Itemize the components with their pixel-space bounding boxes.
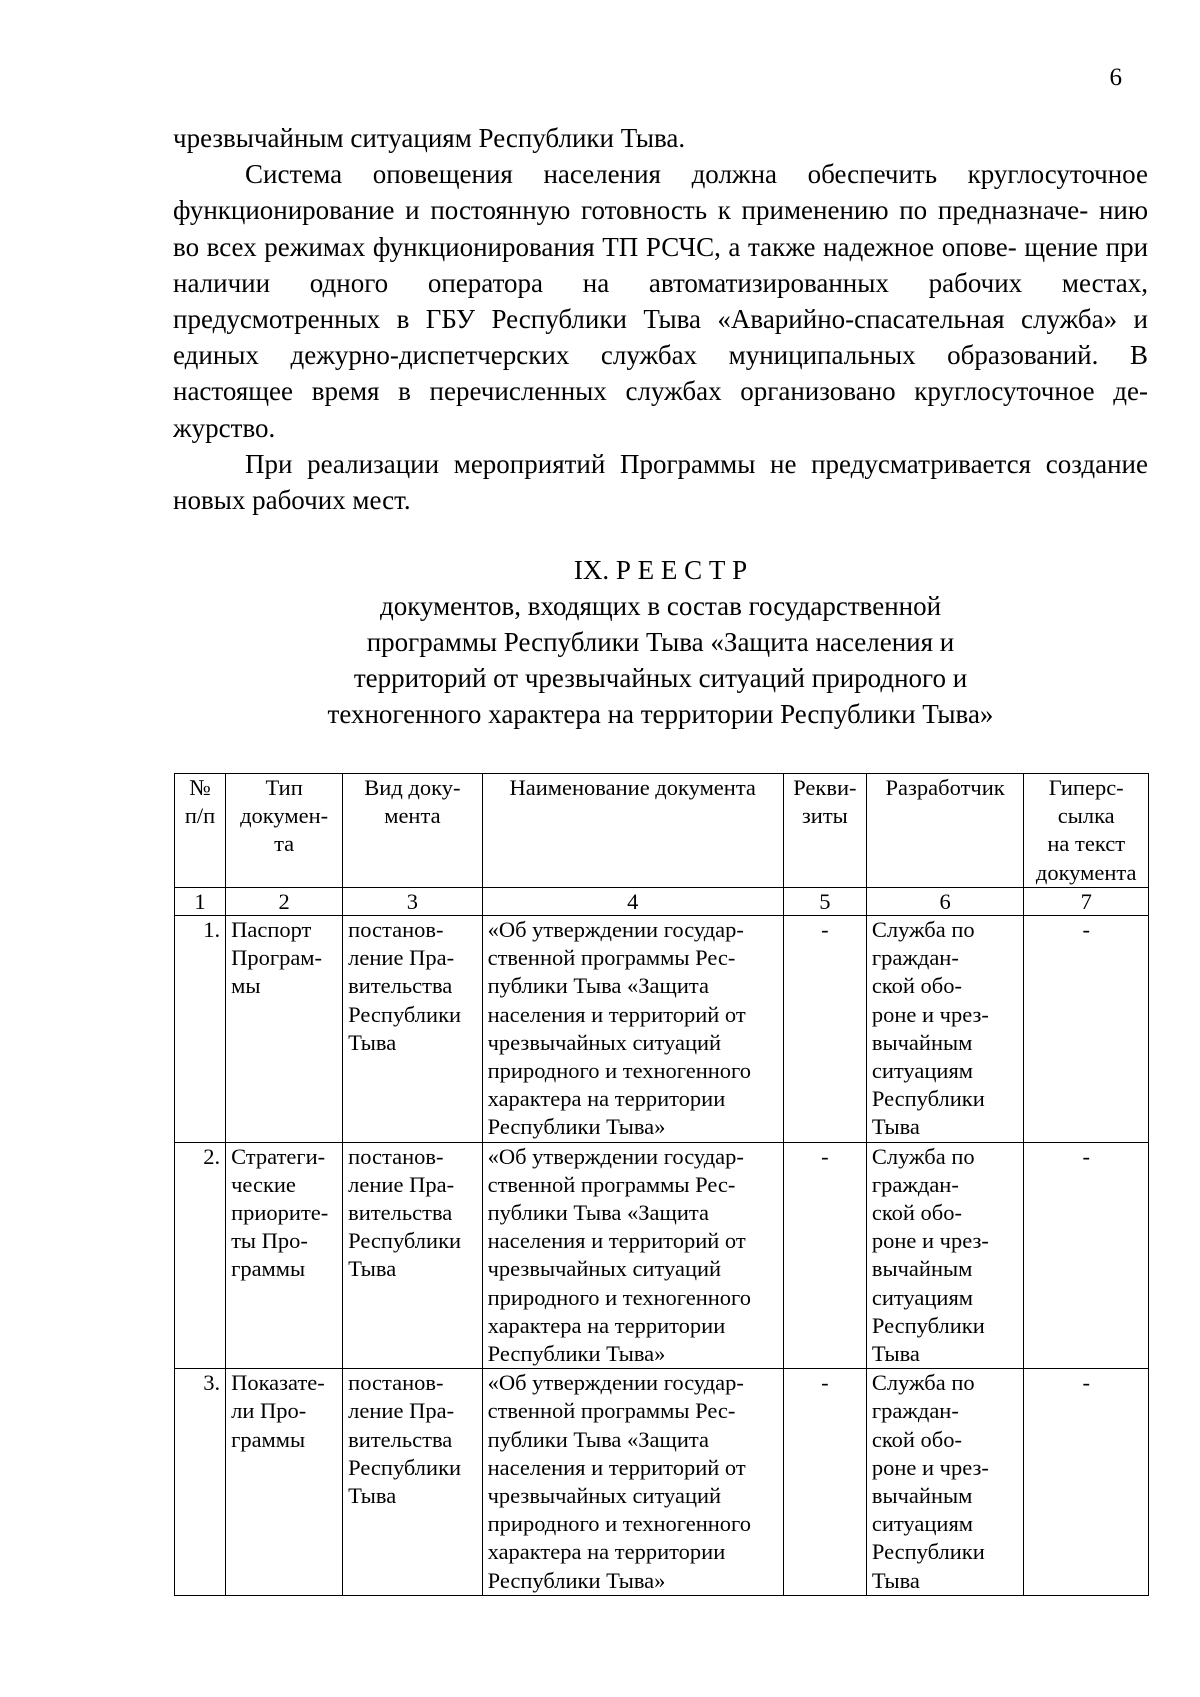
cell-line: природного и техногенного bbox=[487, 1284, 751, 1310]
cell-line: ситуациям bbox=[871, 1284, 974, 1310]
cell-line: Вид доку- bbox=[364, 775, 461, 800]
cell-line: граждан- bbox=[871, 1171, 959, 1197]
cell-line: характера на территории bbox=[487, 1086, 726, 1112]
cell-line: Тыва bbox=[871, 1567, 920, 1593]
documents-registry-table bbox=[174, 773, 1149, 1596]
paragraph-line: единых дежурно-диспетчерских службах муниципальных образований. В bbox=[173, 340, 1148, 371]
table-row bbox=[175, 916, 1149, 1143]
table-row bbox=[175, 1142, 1149, 1369]
cell-line: Республики Тыва» bbox=[487, 1341, 666, 1367]
cell-line: публики Тыва «Защита bbox=[487, 973, 710, 999]
column-number-cell: 4 bbox=[482, 888, 783, 916]
paragraph-line: предусмотренных в ГБУ Республики Тыва «Аварийно-спасательная служба» и bbox=[173, 304, 1148, 335]
cell-line: публики Тыва «Защита bbox=[487, 1426, 710, 1452]
column-number-row bbox=[175, 888, 1149, 916]
cell-line: характера на территории bbox=[487, 1312, 726, 1338]
cell-line: «Об утверждении государ- bbox=[487, 1143, 744, 1169]
developer-cell bbox=[866, 916, 1024, 1143]
header-cell bbox=[1024, 774, 1149, 888]
cell-line: чрезвычайных ситуаций bbox=[487, 1483, 722, 1509]
cell-line: Тыва bbox=[348, 1029, 397, 1055]
cell-line: ление Пра- bbox=[348, 1171, 455, 1197]
cell-line: Служба по bbox=[871, 1143, 975, 1169]
hyperlink-cell: - bbox=[1024, 1369, 1149, 1596]
developer-cell bbox=[866, 1369, 1024, 1596]
cell-line: ли Про- bbox=[231, 1398, 307, 1424]
paragraph-line: При реализации мероприятий Программы не предусматривается создание bbox=[245, 448, 1148, 479]
doc-name-cell bbox=[482, 1369, 783, 1596]
column-number-cell: 3 bbox=[343, 888, 482, 916]
cell-line: вительства bbox=[348, 973, 453, 999]
table-row bbox=[175, 1369, 1149, 1596]
cell-line: Паспорт bbox=[231, 917, 312, 942]
registry-title: IX. Р Е Е С Т Р bbox=[573, 555, 748, 585]
column-number-cell: 6 bbox=[866, 888, 1024, 916]
row-number-cell: 1. bbox=[175, 916, 226, 1143]
cell-line: Республики bbox=[871, 1539, 985, 1565]
cell-line: Республики bbox=[871, 1312, 985, 1338]
cell-line: на текст bbox=[1047, 831, 1126, 857]
cell-line: вычайным bbox=[871, 1483, 973, 1509]
cell-line: ческие bbox=[231, 1171, 296, 1197]
cell-line: ты Про- bbox=[231, 1228, 308, 1254]
cell-line: населения и территорий от bbox=[487, 1228, 746, 1254]
paragraph-line: журство. bbox=[173, 412, 276, 443]
column-number-cell: 2 bbox=[226, 888, 343, 916]
doc-kind-cell bbox=[343, 1369, 482, 1596]
cell-line: сылка bbox=[1057, 803, 1115, 829]
cell-line: Рекви- bbox=[793, 775, 857, 800]
cell-line: Служба по bbox=[871, 1370, 975, 1396]
doc-name-cell bbox=[482, 916, 783, 1143]
cell-line: ственной программы Рес- bbox=[487, 1171, 736, 1197]
paragraph bbox=[173, 446, 1148, 518]
doc-name-cell bbox=[482, 1142, 783, 1369]
cell-line: п/п bbox=[184, 803, 216, 829]
requisites-cell: - bbox=[783, 1142, 866, 1369]
cell-line: ситуациям bbox=[871, 1058, 974, 1084]
header-cell bbox=[866, 774, 1024, 888]
cell-line: Тыва bbox=[871, 1341, 920, 1367]
cell-line: ской обо- bbox=[871, 1200, 962, 1226]
cell-line: зиты bbox=[801, 803, 848, 829]
paragraph bbox=[173, 156, 1148, 446]
cell-line: граждан- bbox=[871, 1398, 959, 1424]
cell-line: ственной программы Рес- bbox=[487, 945, 736, 971]
doc-type-cell bbox=[226, 916, 343, 1143]
cell-line: ление Пра- bbox=[348, 945, 455, 971]
cell-line: роне и чрез- bbox=[871, 1454, 989, 1480]
paragraph bbox=[173, 120, 1148, 156]
cell-line: Тип bbox=[265, 775, 303, 800]
doc-kind-cell bbox=[343, 1142, 482, 1369]
registry-subtitle bbox=[173, 588, 1148, 732]
cell-line: Тыва bbox=[348, 1483, 397, 1509]
header-cell bbox=[783, 774, 866, 888]
cell-line: ситуациям bbox=[871, 1511, 974, 1537]
cell-line: Наименование документа bbox=[509, 775, 756, 800]
cell-line: роне и чрез- bbox=[871, 1228, 989, 1254]
cell-line: населения и территорий от bbox=[487, 1001, 746, 1027]
subtitle-line: территорий от чрезвычайных ситуаций природного и bbox=[353, 663, 968, 693]
table-header-row bbox=[175, 774, 1149, 888]
cell-line: постанов- bbox=[348, 917, 444, 942]
cell-line: ление Пра- bbox=[348, 1398, 455, 1424]
cell-line: Показате- bbox=[231, 1370, 325, 1396]
cell-line: Разработчик bbox=[885, 775, 1005, 800]
cell-line: граждан- bbox=[871, 945, 959, 971]
cell-line: вычайным bbox=[871, 1029, 973, 1055]
cell-line: Програм- bbox=[231, 945, 323, 971]
cell-line: Республики bbox=[348, 1228, 462, 1254]
cell-line: вительства bbox=[348, 1200, 453, 1226]
cell-line: ской обо- bbox=[871, 1426, 962, 1452]
cell-line: мы bbox=[231, 973, 261, 999]
column-number-cell: 1 bbox=[175, 888, 226, 916]
subtitle-line: программы Республики Тыва «Защита населения и bbox=[366, 627, 955, 657]
cell-line: Республики bbox=[348, 1001, 462, 1027]
cell-line: № bbox=[189, 775, 211, 800]
paragraph-line: настоящее время в перечисленных службах организовано круглосуточное де- bbox=[173, 376, 1148, 407]
header-cell bbox=[482, 774, 783, 888]
cell-line: Гиперс- bbox=[1048, 775, 1124, 800]
cell-line: «Об утверждении государ- bbox=[487, 917, 744, 942]
requisites-cell: - bbox=[783, 916, 866, 1143]
doc-type-cell bbox=[226, 1142, 343, 1369]
cell-line: Республики bbox=[348, 1454, 462, 1480]
requisites-cell: - bbox=[783, 1369, 866, 1596]
cell-line: Республики Тыва» bbox=[487, 1114, 666, 1140]
doc-type-cell bbox=[226, 1369, 343, 1596]
paragraph-line: новых рабочих мест. bbox=[173, 485, 411, 516]
cell-line: Тыва bbox=[871, 1114, 920, 1140]
cell-line: публики Тыва «Защита bbox=[487, 1200, 710, 1226]
cell-line: постанов- bbox=[348, 1370, 444, 1396]
cell-line: Тыва bbox=[348, 1256, 397, 1282]
header-cell bbox=[343, 774, 482, 888]
cell-line: природного и техногенного bbox=[487, 1058, 751, 1084]
cell-line: документа bbox=[1035, 859, 1137, 885]
cell-line: граммы bbox=[231, 1256, 306, 1282]
subtitle-line: документов, входящих в состав государственной bbox=[379, 591, 942, 621]
cell-line: природного и техногенного bbox=[487, 1511, 751, 1537]
body-text bbox=[173, 120, 1148, 518]
cell-line: Республики bbox=[871, 1086, 985, 1112]
row-number-cell: 3. bbox=[175, 1369, 226, 1596]
cell-line: та bbox=[274, 831, 295, 857]
paragraph-line: щение при наличии одного оператора на автоматизированных рабочих местах, bbox=[173, 231, 1149, 298]
hyperlink-cell: - bbox=[1024, 916, 1149, 1143]
cell-line: постанов- bbox=[348, 1143, 444, 1169]
paragraph-line: чрезвычайным ситуациям Республики Тыва. bbox=[173, 123, 686, 153]
cell-line: населения и территорий от bbox=[487, 1454, 746, 1480]
cell-line: Служба по bbox=[871, 917, 975, 942]
row-number-cell: 2. bbox=[175, 1142, 226, 1369]
column-number-cell: 5 bbox=[783, 888, 866, 916]
cell-line: Республики Тыва» bbox=[487, 1567, 666, 1593]
cell-line: Стратеги- bbox=[231, 1143, 326, 1169]
registry-heading bbox=[173, 552, 1148, 732]
header-cell bbox=[226, 774, 343, 888]
cell-line: докумен- bbox=[240, 803, 329, 829]
paragraph-line: функционирование и постоянную готовность к применению по предназначе- bbox=[173, 195, 1089, 226]
page-number: 6 bbox=[1109, 64, 1122, 91]
cell-line: мента bbox=[384, 803, 441, 829]
cell-line: роне и чрез- bbox=[871, 1001, 989, 1027]
developer-cell bbox=[866, 1142, 1024, 1369]
hyperlink-cell: - bbox=[1024, 1142, 1149, 1369]
cell-line: вычайным bbox=[871, 1256, 973, 1282]
header-cell bbox=[175, 774, 226, 888]
cell-line: «Об утверждении государ- bbox=[487, 1370, 744, 1396]
column-number-cell: 7 bbox=[1024, 888, 1149, 916]
cell-line: граммы bbox=[231, 1426, 306, 1452]
doc-kind-cell bbox=[343, 916, 482, 1143]
subtitle-line: техногенного характера на территории Республики Тыва» bbox=[327, 699, 994, 729]
cell-line: характера на территории bbox=[487, 1539, 726, 1565]
cell-line: чрезвычайных ситуаций bbox=[487, 1029, 722, 1055]
paragraph-line: нию во всех режимах функционирования ТП РСЧС, а также надежное опове- bbox=[173, 195, 1149, 262]
cell-line: приорите- bbox=[231, 1200, 329, 1226]
cell-line: чрезвычайных ситуаций bbox=[487, 1256, 722, 1282]
paragraph-line: Система оповещения населения должна обеспечить круглосуточное bbox=[245, 159, 1148, 190]
cell-line: ской обо- bbox=[871, 973, 962, 999]
cell-line: ственной программы Рес- bbox=[487, 1398, 736, 1424]
cell-line: вительства bbox=[348, 1426, 453, 1452]
